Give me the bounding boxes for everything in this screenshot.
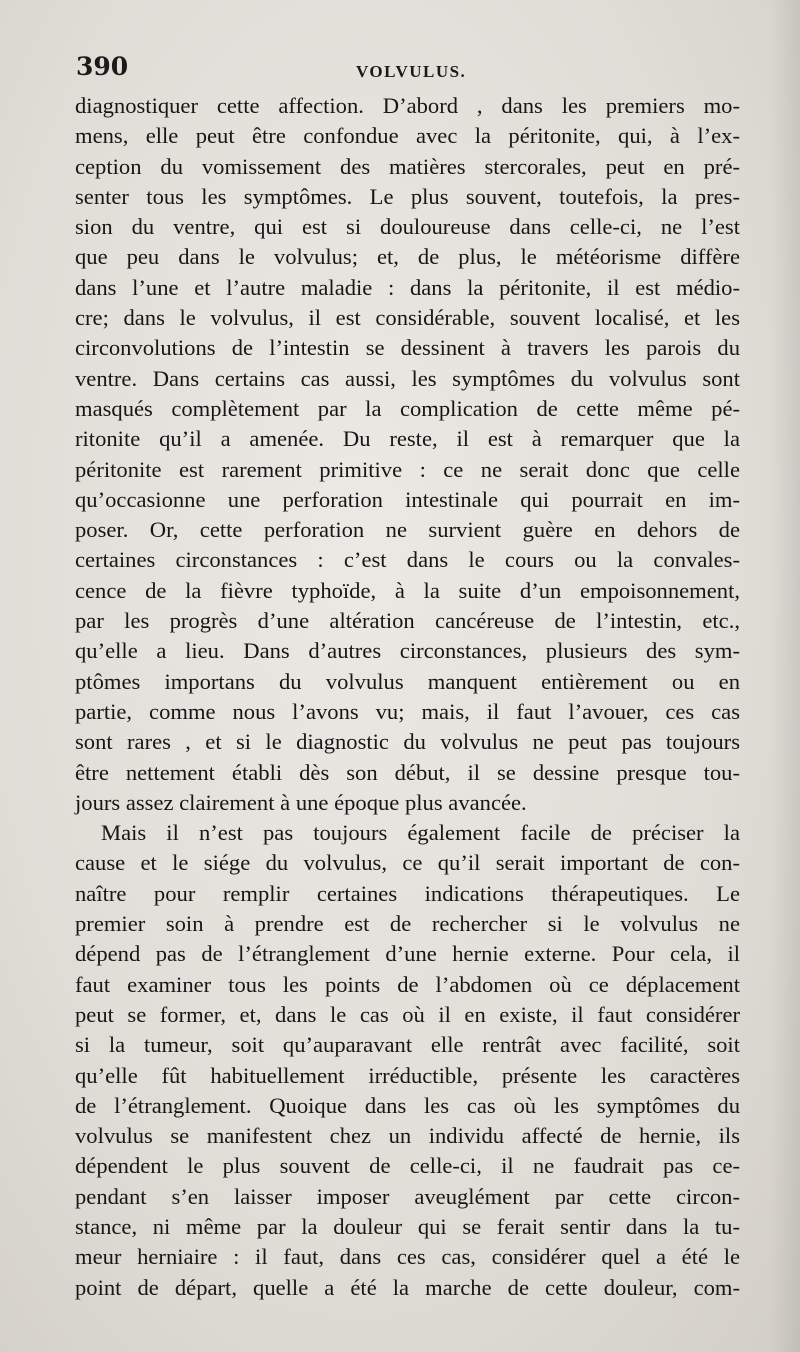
page-number: 390 — [76, 52, 129, 81]
text-line: dans l’une et l’autre maladie : dans la péritonite, il est médio- — [75, 274, 740, 300]
running-title: VOLVULUS. — [356, 62, 467, 81]
text-line: ritonite qu’il a amenée. Du reste, il est à remarquer que la — [75, 426, 740, 452]
paragraph-2 — [75, 818, 740, 1303]
text-line: peut se former, et, dans le cas où il en existe, il faut considérer — [75, 1001, 740, 1027]
text-line: qu’occasionne une perforation intestinale qui pourrait en im- — [75, 486, 740, 512]
text-line: si la tumeur, soit qu’auparavant elle rentrât avec facilité, soit — [75, 1032, 740, 1058]
text-line: qu’elle fût habituellement irréductible, présente les caractères — [75, 1062, 740, 1088]
text-line: de l’étranglement. Quoique dans les cas où les symptômes du — [75, 1092, 740, 1118]
text-line: que peu dans le volvulus; et, de plus, le météorisme diffère — [75, 244, 740, 270]
text-line: faut examiner tous les points de l’abdomen où ce déplacement — [75, 971, 740, 997]
text-line: par les progrès d’une altération cancéreuse de l’intestin, etc., — [75, 608, 740, 634]
paragraph-1 — [75, 91, 740, 818]
text-line: jours assez clairement à une époque plus avancée. — [75, 789, 527, 815]
page-edge-shadow — [770, 0, 800, 1352]
text-line: diagnostiquer cette affection. D’abord , dans les premiers mo- — [75, 93, 740, 118]
text-line: sont rares , et si le diagnostic du volvulus ne peut pas toujours — [75, 729, 740, 755]
text-line: dépendent le plus souvent de celle-ci, il ne faudrait pas ce- — [75, 1153, 740, 1179]
text-line: stance, ni même par la douleur qui se ferait sentir dans la tu- — [75, 1213, 740, 1239]
text-line: meur herniaire : il faut, dans ces cas, considérer quel a été le — [75, 1244, 740, 1270]
text-line: ception du vomissement des matières stercorales, peut en pré- — [75, 153, 740, 179]
text-line: pendant s’en laisser imposer aveuglément par cette circon- — [75, 1183, 740, 1209]
text-line: cre; dans le volvulus, il est considérable, souvent localisé, et les — [75, 305, 740, 331]
text-line: péritonite est rarement primitive : ce ne serait donc que celle — [75, 456, 740, 482]
text-line: circonvolutions de l’intestin se dessinent à travers les parois du — [75, 335, 740, 361]
text-line: point de départ, quelle a été la marche de cette douleur, com- — [75, 1274, 740, 1300]
text-line: premier soin à prendre est de rechercher si le volvulus ne — [75, 911, 740, 937]
text-line: ventre. Dans certains cas aussi, les symptômes du volvulus sont — [75, 365, 740, 391]
text-line: qu’elle a lieu. Dans d’autres circonstances, plusieurs des sym- — [75, 638, 740, 664]
text-line: ptômes importans du volvulus manquent entièrement ou en — [75, 668, 740, 694]
text-line: senter tous les symptômes. Le plus souvent, toutefois, la pres- — [75, 183, 740, 209]
text-line: cence de la fièvre typhoïde, à la suite d’un empoisonnement, — [75, 577, 740, 603]
text-line: partie, comme nous l’avons vu; mais, il faut l’avouer, ces cas — [75, 698, 740, 724]
text-line: masqués complètement par la complication de cette même pé- — [75, 395, 740, 421]
text-line: sion du ventre, qui est si douloureuse dans celle-ci, ne l’est — [75, 214, 740, 240]
text-line: volvulus se manifestent chez un individu affecté de hernie, ils — [75, 1123, 740, 1149]
text-line: mens, elle peut être confondue avec la péritonite, qui, à l’ex- — [75, 123, 740, 149]
text-line: Mais il n’est pas toujours également facile de préciser la — [101, 820, 740, 846]
text-line: être nettement établi dès son début, il se dessine presque tou- — [75, 759, 740, 785]
page-header — [76, 52, 736, 92]
text-line: naître pour remplir certaines indications thérapeutiques. Le — [75, 880, 740, 906]
text-line: poser. Or, cette perforation ne survient guère en dehors de — [75, 517, 740, 543]
text-line: dépend pas de l’étranglement d’une hernie externe. Pour cela, il — [75, 941, 740, 967]
text-line: cause et le siége du volvulus, ce qu’il serait important de con- — [75, 850, 740, 876]
text-line: certaines circonstances : c’est dans le cours ou la convales- — [75, 547, 740, 573]
body-text — [75, 91, 740, 1303]
